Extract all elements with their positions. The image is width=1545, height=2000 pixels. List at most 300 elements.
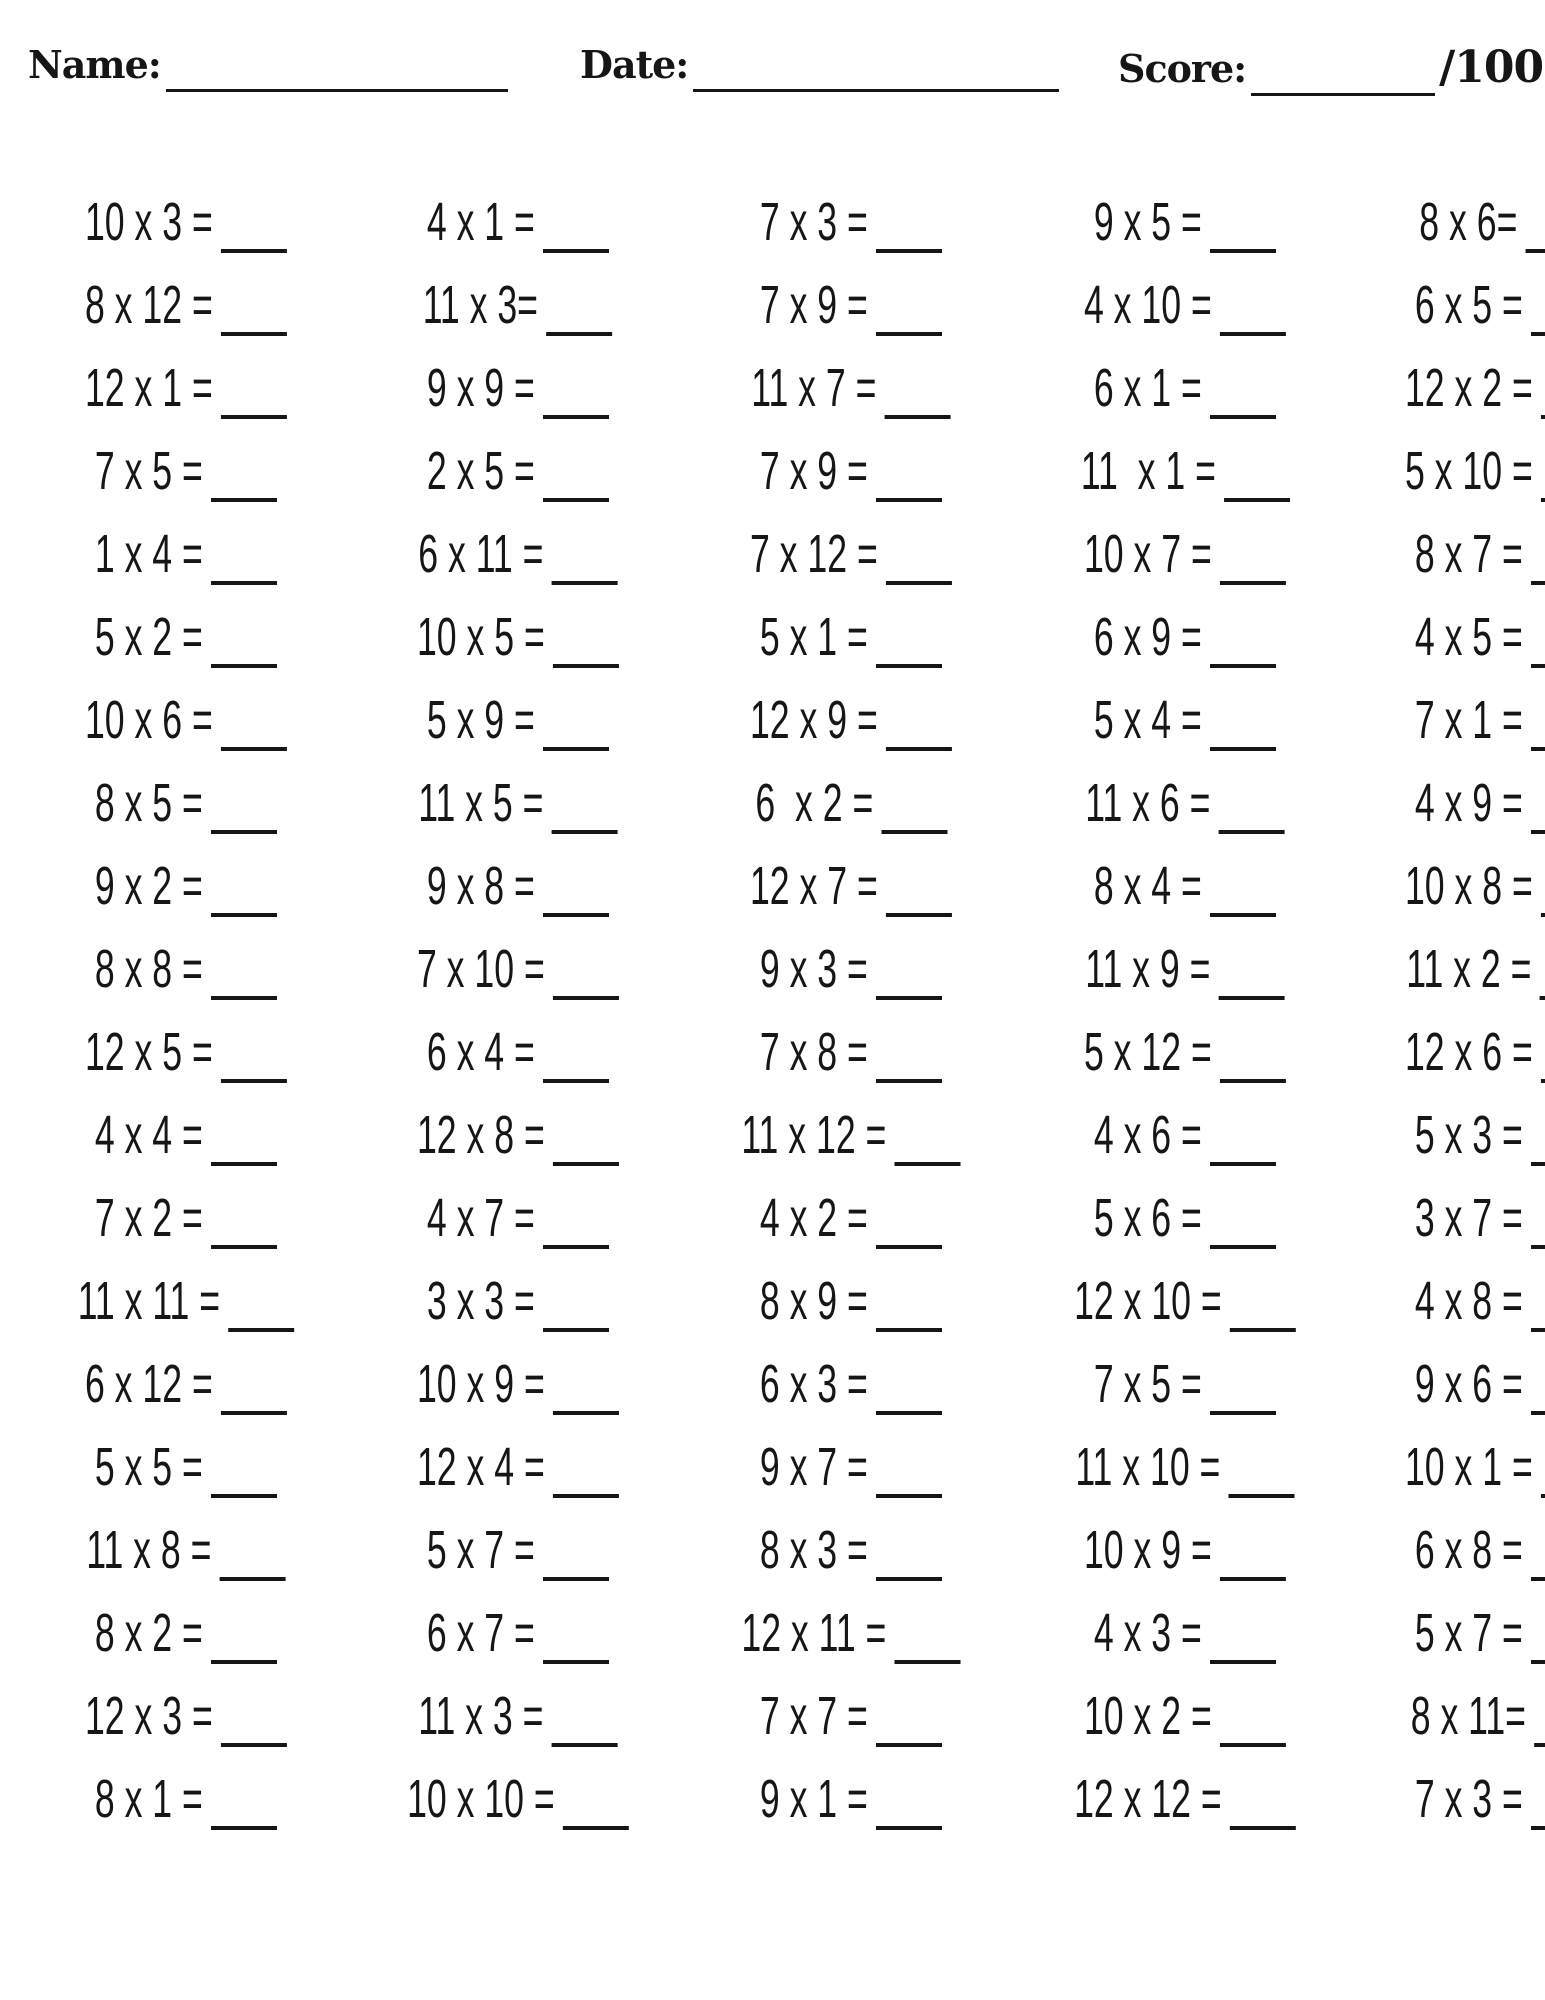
- answer-blank[interactable]: [1210, 415, 1276, 419]
- multiplication-problem: 7 x 12 =: [750, 523, 879, 584]
- answer-blank[interactable]: [1530, 1577, 1545, 1581]
- answer-blank[interactable]: [552, 1411, 618, 1415]
- problem-inner: [94, 1187, 277, 1248]
- problem-cell: [1353, 1757, 1545, 1840]
- problem-inner: [1404, 1436, 1545, 1497]
- answer-blank[interactable]: [1228, 1494, 1294, 1498]
- problem-inner: [750, 689, 952, 750]
- problem-inner: [426, 191, 609, 252]
- answer-blank[interactable]: [895, 1660, 961, 1664]
- problem-inner: [1404, 357, 1545, 418]
- problem-cell: [350, 1508, 686, 1591]
- multiplication-problem: 8 x 12 =: [84, 274, 213, 335]
- date-label: Date:: [580, 42, 689, 87]
- answer-blank[interactable]: [1220, 1079, 1286, 1083]
- multiplication-problem: 9 x 7 =: [760, 1436, 869, 1497]
- problem-cell: [685, 512, 1017, 595]
- answer-blank[interactable]: [886, 581, 952, 585]
- multiplication-problem: 10 x 10 =: [406, 1768, 555, 1829]
- score-field: [1118, 42, 1543, 93]
- problem-inner: [760, 1436, 942, 1497]
- answer-blank[interactable]: [1534, 1743, 1545, 1747]
- problem-cell: [685, 761, 1017, 844]
- problem-inner: [1084, 1519, 1286, 1580]
- problem-inner: [84, 1685, 287, 1746]
- answer-blank[interactable]: [1210, 1660, 1276, 1664]
- problem-cell: [350, 1674, 686, 1757]
- answer-blank[interactable]: [876, 1245, 942, 1249]
- multiplication-problem: 9 x 8 =: [426, 855, 535, 916]
- problem-inner: [426, 855, 609, 916]
- multiplication-problem: 9 x 3 =: [760, 938, 869, 999]
- answer-blank[interactable]: [876, 1411, 942, 1415]
- multiplication-problem: 7 x 3 =: [1414, 1768, 1523, 1829]
- problem-inner: [84, 1021, 287, 1082]
- answer-blank[interactable]: [1218, 996, 1284, 1000]
- answer-blank[interactable]: [552, 1162, 618, 1166]
- problem-inner: [1419, 191, 1545, 252]
- answer-blank[interactable]: [211, 1245, 277, 1249]
- problem-cell: [1017, 1425, 1353, 1508]
- problem-cell: [685, 263, 1017, 346]
- answer-blank[interactable]: [876, 1079, 942, 1083]
- problem-cell: [1353, 1176, 1545, 1259]
- score-total: /100: [1439, 42, 1544, 93]
- answer-blank[interactable]: [211, 498, 277, 502]
- problem-inner: [750, 523, 952, 584]
- answer-blank[interactable]: [1218, 830, 1284, 834]
- answer-blank[interactable]: [1530, 830, 1545, 834]
- problem-cell: [22, 1093, 350, 1176]
- problem-cell: [22, 1757, 350, 1840]
- answer-blank[interactable]: [1210, 249, 1276, 253]
- multiplication-problem: 8 x 11=: [1410, 1685, 1527, 1746]
- answer-blank[interactable]: [876, 249, 942, 253]
- answer-blank[interactable]: [1210, 1162, 1276, 1166]
- problem-cell: [350, 678, 686, 761]
- multiplication-problem: 10 x 1 =: [1404, 1436, 1533, 1497]
- multiplication-problem: 5 x 2 =: [94, 606, 203, 667]
- problem-inner: [760, 1768, 942, 1829]
- multiplication-problem: 11 x 10 =: [1075, 1436, 1221, 1497]
- answer-blank[interactable]: [221, 415, 287, 419]
- multiplication-problem: 6 x 12 =: [84, 1353, 213, 1414]
- problem-inner: [1084, 1021, 1286, 1082]
- multiplication-problem: 12 x 5 =: [84, 1021, 213, 1082]
- problem-inner: [751, 357, 951, 418]
- problem-inner: [426, 1187, 609, 1248]
- answer-blank[interactable]: [1540, 1079, 1545, 1083]
- problem-inner: [1093, 1602, 1276, 1663]
- problem-inner: [755, 772, 947, 833]
- answer-blank[interactable]: [1220, 1743, 1286, 1747]
- problem-inner: [1084, 274, 1286, 335]
- multiplication-problem: 10 x 3 =: [84, 191, 213, 252]
- multiplication-problem: 4 x 7 =: [426, 1187, 535, 1248]
- answer-blank[interactable]: [876, 664, 942, 668]
- problem-cell: [1017, 1591, 1353, 1674]
- answer-blank[interactable]: [221, 1079, 287, 1083]
- answer-blank[interactable]: [211, 581, 277, 585]
- problem-inner: [1093, 191, 1276, 252]
- answer-blank[interactable]: [551, 581, 617, 585]
- problem-cell: [350, 512, 686, 595]
- problem-inner: [1404, 855, 1545, 916]
- problem-inner: [426, 1270, 609, 1331]
- answer-blank[interactable]: [221, 1411, 287, 1415]
- answer-blank[interactable]: [211, 664, 277, 668]
- answer-blank[interactable]: [211, 830, 277, 834]
- problem-cell: [1353, 1010, 1545, 1093]
- multiplication-problem: 11 x 2 =: [1405, 938, 1532, 999]
- multiplication-problem: 8 x 3 =: [760, 1519, 869, 1580]
- problem-cell: [1017, 595, 1353, 678]
- score-write-line[interactable]: [1251, 93, 1435, 96]
- problem-inner: [417, 523, 617, 584]
- multiplication-problem: 5 x 12 =: [1084, 1021, 1212, 1082]
- problem-inner: [84, 1353, 287, 1414]
- problem-inner: [406, 1768, 629, 1829]
- answer-blank[interactable]: [211, 1162, 277, 1166]
- answer-blank[interactable]: [211, 1494, 277, 1498]
- problem-inner: [1414, 1353, 1545, 1414]
- multiplication-problem: 4 x 1 =: [426, 191, 535, 252]
- answer-blank[interactable]: [211, 996, 277, 1000]
- multiplication-problem: 5 x 6 =: [1093, 1187, 1202, 1248]
- answer-blank[interactable]: [211, 1826, 277, 1830]
- multiplication-problem: 4 x 8 =: [1414, 1270, 1523, 1331]
- answer-blank[interactable]: [1530, 332, 1545, 336]
- answer-blank[interactable]: [1540, 415, 1545, 419]
- multiplication-problem: 8 x 7 =: [1414, 523, 1523, 584]
- answer-blank[interactable]: [1230, 1328, 1296, 1332]
- multiplication-problem: 6 x 8 =: [1414, 1519, 1523, 1580]
- name-write-line[interactable]: [166, 89, 508, 92]
- multiplication-problem: 11 x 7 =: [751, 357, 877, 418]
- problem-cell: [1017, 1508, 1353, 1591]
- problem-cell: [1017, 1674, 1353, 1757]
- answer-blank[interactable]: [1210, 1245, 1276, 1249]
- multiplication-problem: 12 x 7 =: [750, 855, 879, 916]
- problem-inner: [426, 1021, 609, 1082]
- answer-blank[interactable]: [1210, 1411, 1276, 1415]
- problem-inner: [1414, 1270, 1545, 1331]
- problem-inner: [417, 772, 617, 833]
- answer-blank[interactable]: [546, 332, 612, 336]
- multiplication-problem: 7 x 2 =: [94, 1187, 203, 1248]
- answer-blank[interactable]: [1530, 747, 1545, 751]
- multiplication-problem: 4 x 9 =: [1414, 772, 1523, 833]
- answer-blank[interactable]: [876, 996, 942, 1000]
- problem-cell: [685, 1757, 1017, 1840]
- multiplication-problem: 11 x 9 =: [1085, 938, 1211, 999]
- answer-blank[interactable]: [1530, 1162, 1545, 1166]
- answer-blank[interactable]: [1220, 581, 1286, 585]
- multiplication-problem: 1 x 4 =: [94, 523, 203, 584]
- problem-inner: [1080, 440, 1289, 501]
- multiplication-problem: 7 x 10 =: [416, 938, 545, 999]
- problem-cell: [1353, 512, 1545, 595]
- problem-cell: [1353, 678, 1545, 761]
- answer-blank[interactable]: [542, 1660, 608, 1664]
- problem-cell: [1017, 1176, 1353, 1259]
- multiplication-problem: 8 x 9 =: [760, 1270, 869, 1331]
- answer-blank[interactable]: [1210, 913, 1276, 917]
- answer-blank[interactable]: [1530, 1826, 1545, 1830]
- date-field: [580, 42, 1059, 87]
- problem-inner: [1414, 1519, 1545, 1580]
- problem-inner: [86, 1519, 285, 1580]
- problem-cell: [1017, 512, 1353, 595]
- problem-cell: [22, 844, 350, 927]
- problem-inner: [84, 357, 287, 418]
- problem-cell: [22, 1674, 350, 1757]
- problem-cell: [1017, 678, 1353, 761]
- problem-inner: [416, 606, 619, 667]
- problem-inner: [77, 1270, 294, 1331]
- answer-blank[interactable]: [1220, 1577, 1286, 1581]
- answer-blank[interactable]: [221, 747, 287, 751]
- problem-inner: [750, 855, 952, 916]
- problem-cell: [685, 1010, 1017, 1093]
- problem-cell: [1017, 1010, 1353, 1093]
- problem-inner: [760, 1353, 942, 1414]
- problem-inner: [416, 1436, 619, 1497]
- problem-cell: [685, 1674, 1017, 1757]
- problem-cell: [22, 1508, 350, 1591]
- multiplication-problem: 5 x 9 =: [426, 689, 535, 750]
- answer-blank[interactable]: [876, 1577, 942, 1581]
- answer-blank[interactable]: [211, 1660, 277, 1664]
- multiplication-problem: 10 x 8 =: [1404, 855, 1533, 916]
- multiplication-problem: 5 x 7 =: [1414, 1602, 1523, 1663]
- multiplication-problem: 5 x 5 =: [94, 1436, 203, 1497]
- problem-inner: [1404, 1021, 1545, 1082]
- answer-blank[interactable]: [1230, 1826, 1296, 1830]
- answer-blank[interactable]: [211, 913, 277, 917]
- answer-blank[interactable]: [552, 1494, 618, 1498]
- problem-cell: [685, 595, 1017, 678]
- problem-cell: [350, 346, 686, 429]
- problem-cell: [685, 1591, 1017, 1674]
- problem-cell: [1353, 595, 1545, 678]
- multiplication-problem: 8 x 6=: [1419, 191, 1518, 252]
- answer-blank[interactable]: [552, 996, 618, 1000]
- answer-blank[interactable]: [221, 249, 287, 253]
- date-write-line[interactable]: [693, 89, 1059, 92]
- answer-blank[interactable]: [542, 249, 608, 253]
- multiplication-problem: 12 x 4 =: [416, 1436, 545, 1497]
- problem-cell: [1353, 1591, 1545, 1674]
- answer-blank[interactable]: [1530, 581, 1545, 585]
- answer-blank[interactable]: [219, 1577, 285, 1581]
- answer-blank[interactable]: [1526, 249, 1545, 253]
- answer-blank[interactable]: [551, 1743, 617, 1747]
- multiplication-problem: 10 x 5 =: [416, 606, 545, 667]
- problem-cell: [22, 1342, 350, 1425]
- problem-inner: [94, 772, 277, 833]
- problem-cell: [350, 180, 686, 263]
- answer-blank[interactable]: [1220, 332, 1286, 336]
- multiplication-problem: 11 x 3=: [422, 274, 539, 335]
- answer-blank[interactable]: [542, 498, 608, 502]
- multiplication-problem: 10 x 2 =: [1084, 1685, 1212, 1746]
- multiplication-problem: 7 x 9 =: [760, 274, 869, 335]
- problem-inner: [760, 1187, 942, 1248]
- answer-blank[interactable]: [551, 830, 617, 834]
- answer-blank[interactable]: [562, 1826, 628, 1830]
- problem-cell: [1017, 761, 1353, 844]
- problem-inner: [1093, 357, 1276, 418]
- problem-cell: [1353, 1425, 1545, 1508]
- answer-blank[interactable]: [542, 1577, 608, 1581]
- answer-blank[interactable]: [1530, 664, 1545, 668]
- problem-inner: [1084, 523, 1286, 584]
- answer-blank[interactable]: [228, 1328, 294, 1332]
- answer-blank[interactable]: [542, 1079, 608, 1083]
- answer-blank[interactable]: [885, 415, 951, 419]
- multiplication-problem: 6 x 9 =: [1093, 606, 1202, 667]
- answer-blank[interactable]: [895, 1162, 961, 1166]
- answer-blank[interactable]: [881, 830, 947, 834]
- answer-blank[interactable]: [876, 332, 942, 336]
- answer-blank[interactable]: [876, 1328, 942, 1332]
- multiplication-problem: 11 x 6 =: [1085, 772, 1211, 833]
- answer-blank[interactable]: [1530, 1328, 1545, 1332]
- multiplication-problem: 11 x 12 =: [741, 1104, 887, 1165]
- problem-inner: [422, 274, 612, 335]
- multiplication-problem: 5 x 3 =: [1414, 1104, 1523, 1165]
- problem-inner: [94, 440, 277, 501]
- problem-inner: [1414, 523, 1545, 584]
- problem-cell: [1353, 1508, 1545, 1591]
- multiplication-problem: 11 x 5 =: [417, 772, 544, 833]
- multiplication-problem: 5 x 7 =: [426, 1519, 535, 1580]
- problem-cell: [1017, 1259, 1353, 1342]
- problem-cell: [350, 927, 686, 1010]
- problem-inner: [1410, 1685, 1545, 1746]
- problem-inner: [1414, 1768, 1545, 1829]
- problem-cell: [685, 346, 1017, 429]
- problem-cell: [1353, 1259, 1545, 1342]
- multiplication-problem: 10 x 9 =: [1084, 1519, 1212, 1580]
- multiplication-problem: 3 x 3 =: [426, 1270, 535, 1331]
- multiplication-problem: 11 x 3 =: [417, 1685, 544, 1746]
- multiplication-problem: 10 x 7 =: [1084, 523, 1212, 584]
- name-label: Name:: [28, 42, 161, 87]
- problem-cell: [1017, 1757, 1353, 1840]
- answer-blank[interactable]: [1540, 913, 1545, 917]
- score-label: Score:: [1118, 46, 1247, 91]
- problem-inner: [1404, 440, 1545, 501]
- problem-inner: [1414, 1104, 1545, 1165]
- answer-blank[interactable]: [876, 1494, 942, 1498]
- problem-cell: [1353, 844, 1545, 927]
- problem-inner: [94, 1104, 277, 1165]
- problem-inner: [1093, 855, 1276, 916]
- multiplication-problem: 12 x 3 =: [84, 1685, 213, 1746]
- multiplication-problem: 4 x 2 =: [760, 1187, 869, 1248]
- problem-inner: [760, 1270, 942, 1331]
- multiplication-problem: 5 x 4 =: [1093, 689, 1202, 750]
- problem-cell: [22, 1425, 350, 1508]
- problem-cell: [1017, 346, 1353, 429]
- answer-blank[interactable]: [1210, 747, 1276, 751]
- answer-blank[interactable]: [1540, 498, 1545, 502]
- problem-inner: [760, 1021, 942, 1082]
- multiplication-problem: 6 x 11 =: [417, 523, 544, 584]
- problem-inner: [94, 606, 277, 667]
- answer-blank[interactable]: [1530, 1660, 1545, 1664]
- problem-cell: [350, 761, 686, 844]
- answer-blank[interactable]: [886, 747, 952, 751]
- multiplication-problem: 7 x 1 =: [1414, 689, 1523, 750]
- answer-blank[interactable]: [876, 498, 942, 502]
- answer-blank[interactable]: [542, 747, 608, 751]
- problem-cell: [350, 1259, 686, 1342]
- answer-blank[interactable]: [221, 332, 287, 336]
- multiplication-problem: 12 x 2 =: [1404, 357, 1533, 418]
- multiplication-problem: 12 x 11 =: [741, 1602, 887, 1663]
- multiplication-problem: 9 x 2 =: [94, 855, 203, 916]
- problem-inner: [1414, 689, 1545, 750]
- answer-blank[interactable]: [542, 1328, 608, 1332]
- answer-blank[interactable]: [552, 664, 618, 668]
- problem-cell: [1353, 761, 1545, 844]
- problem-cell: [1353, 1342, 1545, 1425]
- multiplication-problem: 6 x 5 =: [1414, 274, 1523, 335]
- answer-blank[interactable]: [221, 1743, 287, 1747]
- answer-blank[interactable]: [542, 1245, 608, 1249]
- problem-inner: [417, 1685, 617, 1746]
- answer-blank[interactable]: [876, 1743, 942, 1747]
- answer-blank[interactable]: [1539, 996, 1545, 1000]
- problem-cell: [1017, 263, 1353, 346]
- problem-inner: [741, 1602, 961, 1663]
- answer-blank[interactable]: [876, 1826, 942, 1830]
- problem-inner: [426, 689, 609, 750]
- problem-inner: [1414, 274, 1545, 335]
- multiplication-problem: 5 x 10 =: [1404, 440, 1533, 501]
- answer-blank[interactable]: [886, 913, 952, 917]
- problem-inner: [1093, 1353, 1276, 1414]
- answer-blank[interactable]: [1540, 1494, 1545, 1498]
- multiplication-problem: 11 x 1 =: [1080, 440, 1216, 501]
- answer-blank[interactable]: [1223, 498, 1289, 502]
- problem-cell: [1353, 346, 1545, 429]
- problem-inner: [94, 938, 277, 999]
- answer-blank[interactable]: [542, 913, 608, 917]
- answer-blank[interactable]: [542, 415, 608, 419]
- multiplication-problem: 8 x 8 =: [94, 938, 203, 999]
- problem-cell: [1017, 927, 1353, 1010]
- problem-cell: [685, 1508, 1017, 1591]
- multiplication-problem: 11 x 11 =: [77, 1270, 221, 1331]
- answer-blank[interactable]: [1530, 1245, 1545, 1249]
- multiplication-problem: 4 x 5 =: [1414, 606, 1523, 667]
- multiplication-problem: 12 x 9 =: [750, 689, 879, 750]
- problem-inner: [1074, 1768, 1296, 1829]
- multiplication-problem: 8 x 4 =: [1093, 855, 1202, 916]
- multiplication-problem: 8 x 1 =: [94, 1768, 203, 1829]
- multiplication-problem: 9 x 1 =: [760, 1768, 869, 1829]
- multiplication-problem: 3 x 7 =: [1414, 1187, 1523, 1248]
- answer-blank[interactable]: [1210, 664, 1276, 668]
- problem-inner: [84, 191, 287, 252]
- answer-blank[interactable]: [1530, 1411, 1545, 1415]
- problem-cell: [350, 429, 686, 512]
- problem-inner: [426, 357, 609, 418]
